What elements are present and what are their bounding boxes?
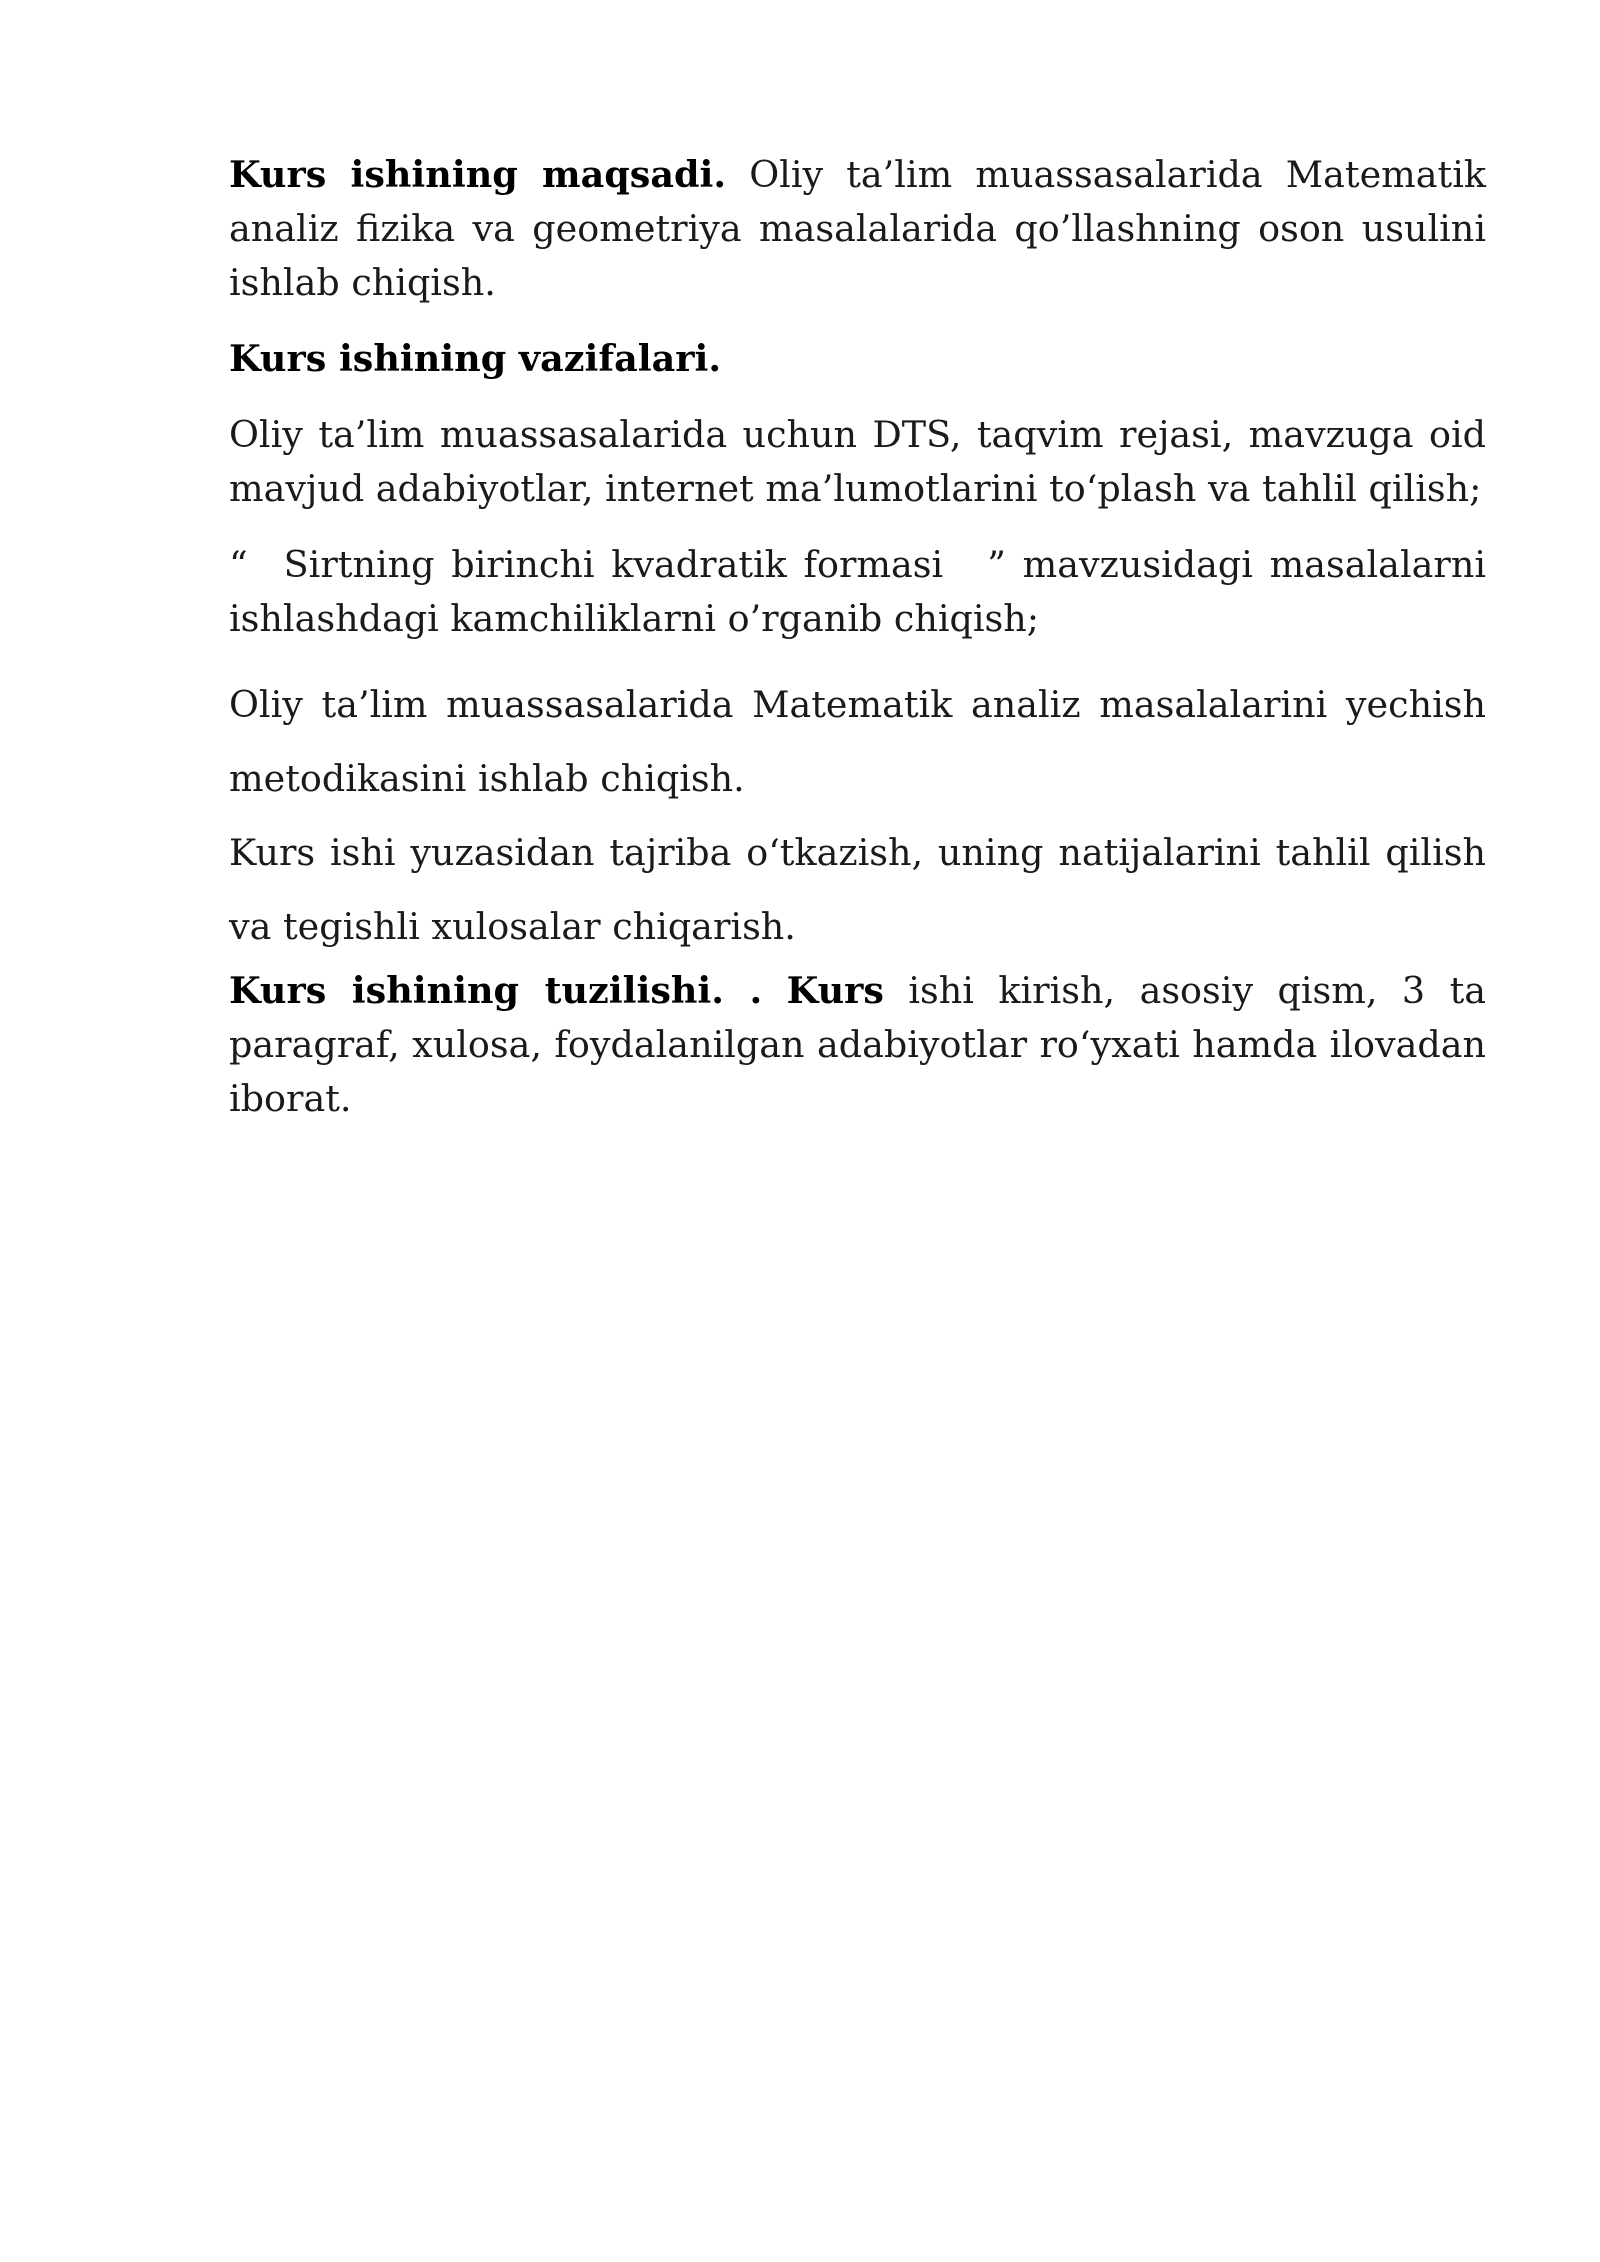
structure-paragraph: [229, 964, 1486, 1126]
structure-heading: Kurs ishining tuzilishi. .: [229, 969, 763, 1012]
structure-lead-word: Kurs: [786, 969, 884, 1012]
topic-title: Sirtning birinchi kvadratik formasi: [283, 543, 944, 586]
tasks-heading-paragraph: [229, 332, 1486, 386]
close-quote: ”: [987, 543, 1006, 586]
task-item-3: [229, 668, 1486, 816]
task-item-4: [229, 816, 1486, 964]
goal-paragraph: [229, 148, 1486, 310]
document-body: [229, 148, 1486, 1148]
tasks-heading: Kurs ishining vazifalari.: [229, 337, 722, 380]
task-item-1: [229, 408, 1486, 516]
goal-text: Oliy ta’lim muassasalarida Matematik analiz fizika va geometriya masalalarida qo’llashning oson usulini ishlab chiqish.: [229, 153, 1486, 304]
structure-text: ishi kirish, asosiy qism, 3 ta paragraf, xulosa, foydalanilgan adabiyotlar ro‘yxati hamda ilovadan iborat.: [229, 969, 1486, 1120]
task-item-2-text: mavzusidagi masalalarni ishlashdagi kamchiliklarni o’rganib chiqish;: [229, 543, 1487, 640]
open-quote: “: [229, 543, 248, 586]
task-item-2: [229, 538, 1486, 646]
task-item-4-text: Kurs ishi yuzasidan tajriba o‘tkazish, uning natijalarini tahlil qilish va tegishli xulosalar chiqarish.: [229, 831, 1486, 948]
task-item-3-text: Oliy ta’lim muassasalarida Matematik analiz masalalarini yechish metodikasini ishlab chiqish.: [229, 683, 1486, 800]
task-item-1-text: Oliy ta’lim muassasalarida uchun DTS, taqvim rejasi, mavzuga oid mavjud adabiyotlar, internet ma’lumotlarini to‘plash va tahlil qilish;: [229, 413, 1486, 510]
goal-heading: Kurs ishining maqsadi.: [229, 153, 727, 196]
